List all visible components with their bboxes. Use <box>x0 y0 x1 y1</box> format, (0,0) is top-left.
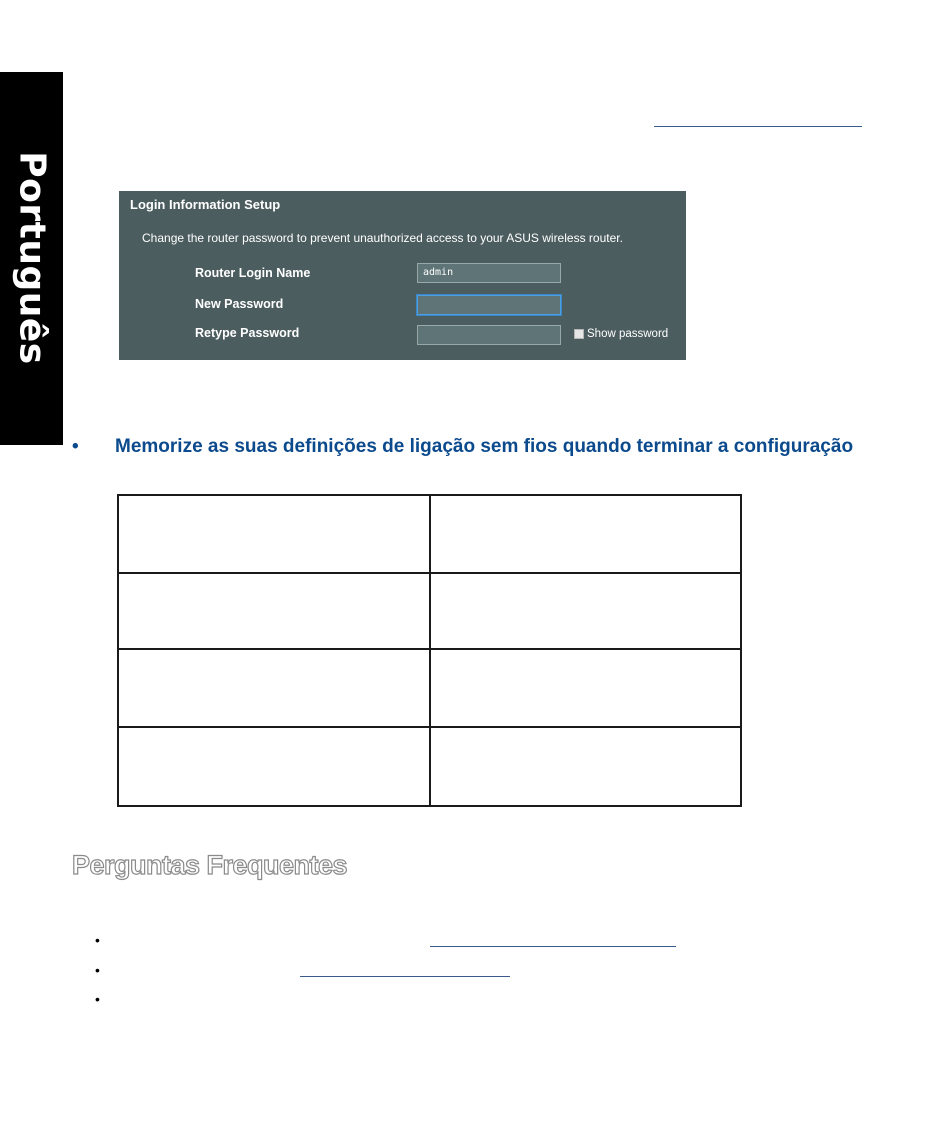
faq-section-title: Perguntas Frequentes <box>72 850 348 880</box>
panel-title: Login Information Setup <box>130 197 281 212</box>
wireless-settings-table <box>117 494 742 807</box>
retype-password-input[interactable] <box>417 325 561 345</box>
table-cell <box>430 727 742 806</box>
link-underline[interactable] <box>430 946 676 947</box>
faq-bullet: • <box>95 962 100 978</box>
faq-bullet: • <box>95 991 100 1007</box>
table-cell <box>118 649 430 727</box>
new-password-input[interactable] <box>417 295 561 315</box>
table-cell <box>118 727 430 806</box>
show-password-checkbox[interactable] <box>574 329 584 339</box>
table-row <box>118 573 741 649</box>
table-row <box>118 495 741 573</box>
table-row <box>118 727 741 806</box>
table-cell <box>430 573 742 649</box>
retype-password-label: Retype Password <box>195 326 300 340</box>
new-password-label: New Password <box>195 297 284 311</box>
table-cell <box>118 573 430 649</box>
show-password-label: Show password <box>587 328 669 340</box>
show-password-toggle[interactable] <box>574 328 668 340</box>
login-information-setup-panel <box>119 191 686 360</box>
table-cell <box>118 495 430 573</box>
table-cell <box>430 495 742 573</box>
faq-bullet: • <box>95 932 100 948</box>
link-underline[interactable] <box>654 126 862 127</box>
link-underline[interactable] <box>300 976 510 977</box>
panel-description: Change the router password to prevent unauthorized access to your ASUS wireless router. <box>142 231 623 245</box>
table-cell <box>430 649 742 727</box>
router-login-name-label: Router Login Name <box>195 266 311 280</box>
bullet-text: Memorize as suas definições de ligação sem fios quando terminar a configuração <box>115 436 854 457</box>
table-row <box>118 649 741 727</box>
bullet-marker: • <box>72 436 79 457</box>
router-login-name-input[interactable]: admin <box>417 263 561 283</box>
language-tab-label: Português <box>11 151 53 365</box>
